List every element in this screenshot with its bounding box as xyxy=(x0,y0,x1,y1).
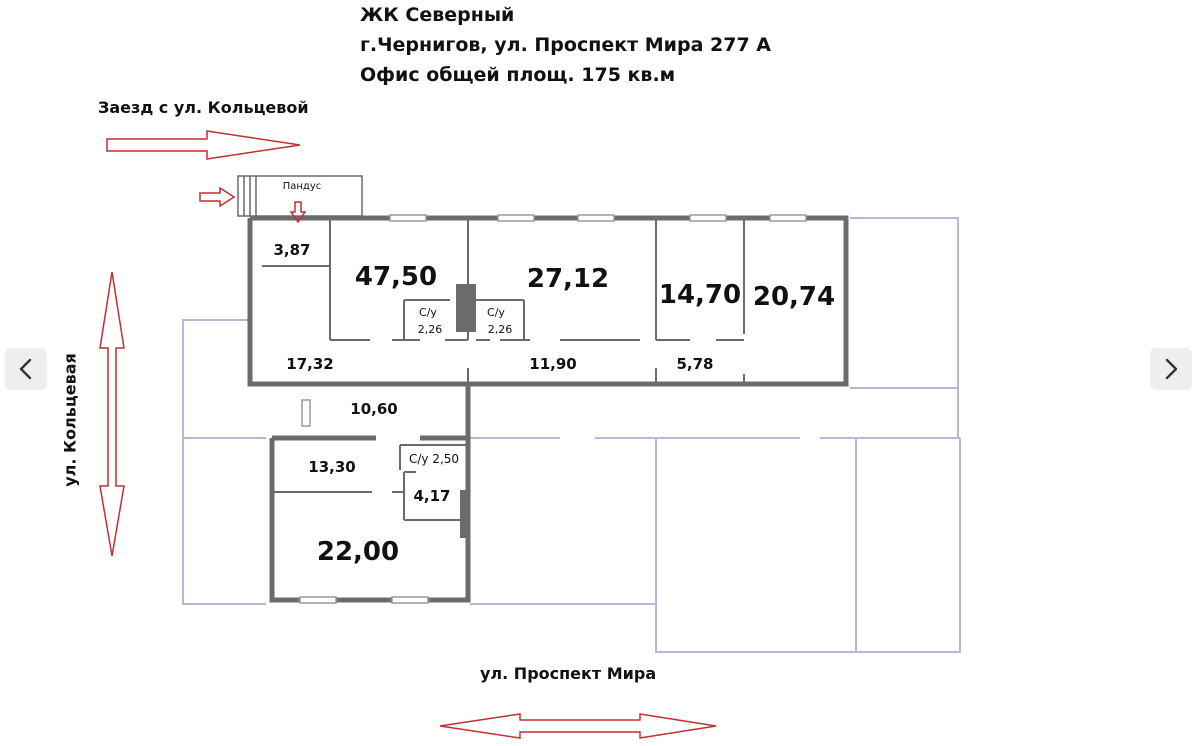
address: г.Чернигов, ул. Проспект Мира 277 А xyxy=(360,34,771,56)
left-street-arrow xyxy=(100,272,124,556)
room-area-1190: 11,90 xyxy=(529,355,577,373)
room-labels xyxy=(273,241,835,567)
direction-arrows xyxy=(100,131,716,738)
room-area-2712: 27,12 xyxy=(526,264,610,294)
complex-name: ЖК Северный xyxy=(360,4,515,26)
wc-a-area: 2,26 xyxy=(417,323,443,336)
room-area-2200: 22,00 xyxy=(316,537,400,567)
room-area-387: 3,87 xyxy=(273,241,311,259)
wc-b-label: С/у xyxy=(487,306,505,319)
bottom-street-label: ул. Проспект Мира xyxy=(480,664,657,683)
room-area-1330: 13,30 xyxy=(308,458,356,476)
next-image-button[interactable] xyxy=(1150,348,1192,390)
room-area-578: 5,78 xyxy=(676,355,714,373)
room-area-4750: 47,50 xyxy=(354,262,438,292)
wc-a-label: С/у xyxy=(419,306,437,319)
chevron-right-icon xyxy=(1161,357,1181,381)
office-area: Офис общей площ. 175 кв.м xyxy=(360,64,676,86)
left-street-label: ул. Кольцевая xyxy=(60,353,80,487)
wc-b-area: 2,26 xyxy=(487,323,513,336)
room-area-1470: 14,70 xyxy=(658,280,742,310)
ramp-label: Пандус xyxy=(282,181,322,192)
entrance-street-label: Заезд с ул. Кольцевой xyxy=(98,98,309,117)
chevron-left-icon xyxy=(16,357,36,381)
wc-c-label: С/у 2,50 xyxy=(408,452,460,466)
room-area-1732: 17,32 xyxy=(286,355,334,373)
ramp-arrow xyxy=(200,188,234,206)
room-area-1060: 10,60 xyxy=(350,400,398,418)
prev-image-button[interactable] xyxy=(5,348,47,390)
bottom-street-arrow xyxy=(440,714,716,738)
room-area-417: 4,17 xyxy=(413,487,451,505)
room-area-2074: 20,74 xyxy=(752,282,836,312)
entrance-arrow xyxy=(107,131,300,159)
